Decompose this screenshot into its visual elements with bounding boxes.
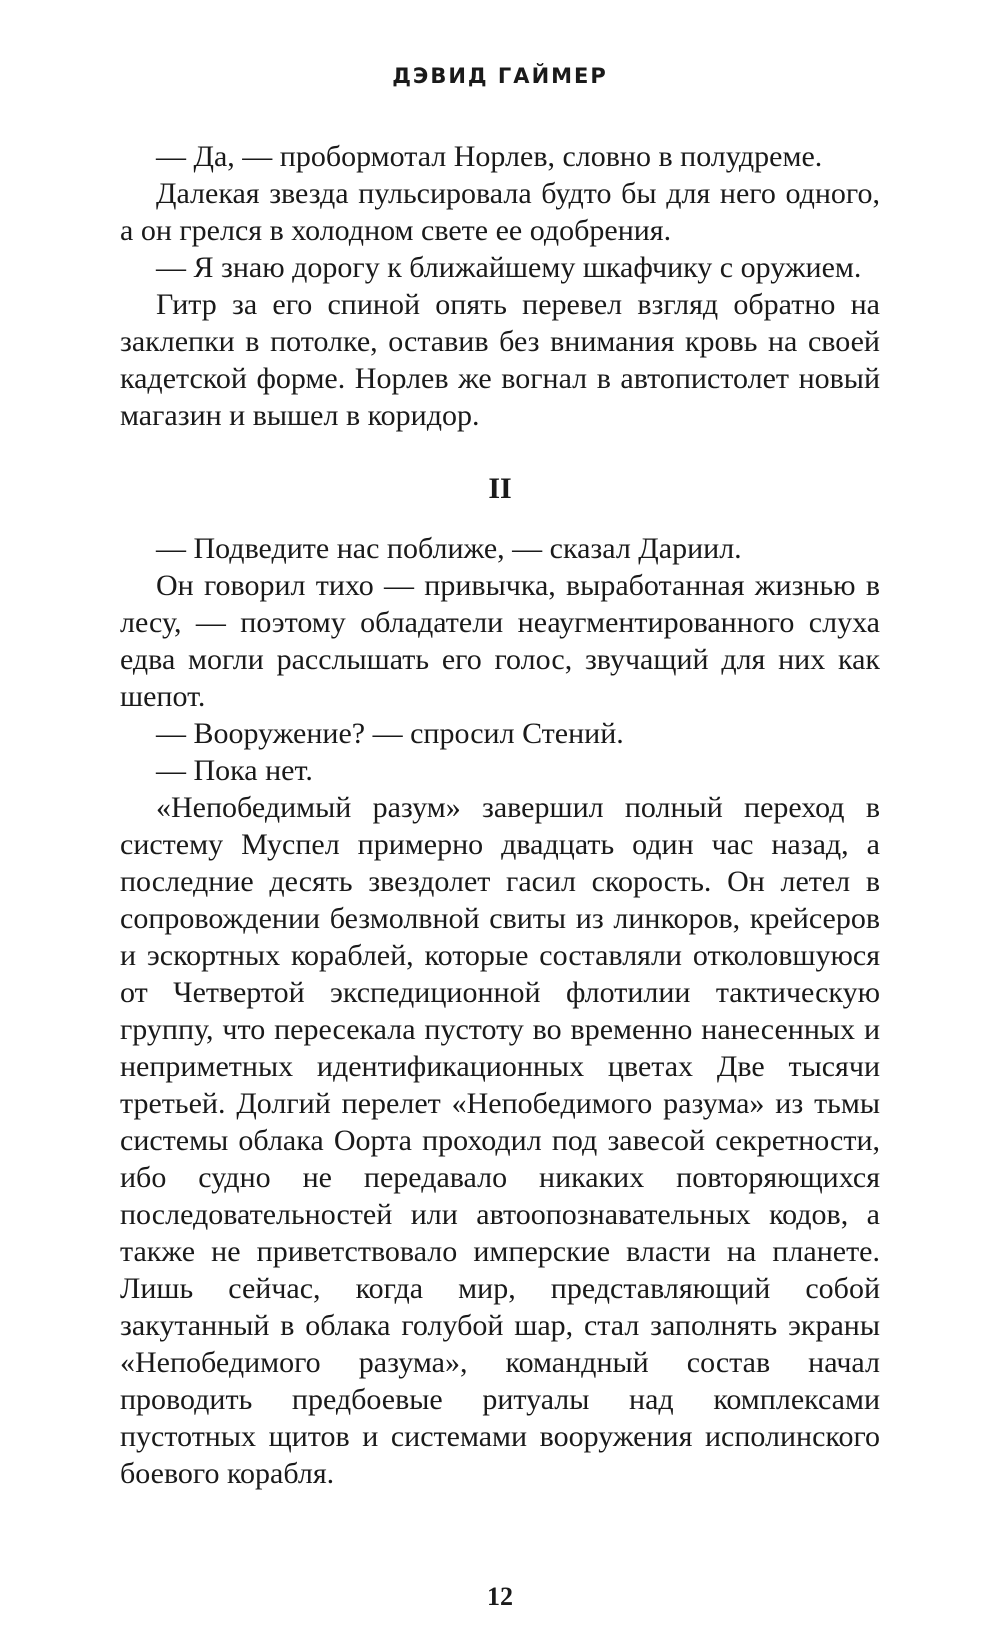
paragraph: — Подведите нас поближе, — сказал Дариил. <box>156 532 742 565</box>
paragraph: Далекая звезда пульсировала будто бы для него одного, а он грелся в холодном свете ее одобрения. <box>120 177 880 247</box>
section-one-text <box>120 138 880 434</box>
paragraph: «Непобедимый разум» завершил полный переход в систему Муспел примерно двадцать один час назад, а последние десять звездолет гасил скорость. Он летел в сопровождении безмолвной свиты из линкоров, крейсеров и эскортных кораблей, которые составляли отколовшуюся от Четвертой экспедиционной флотилии тактическую группу, что пересекала пустоту во временно нанесенных и неприметных идентификационных цветах Две тысячи третьей. Долгий перелет «Непобедимого разума» из тьмы системы облака Оорта проходил под завесой секретности, ибо судно не передавало никаких повторяющихся последовательностей или автоопознавательных кодов, а также не приветствовало имперские власти на планете. Лишь сейчас, когда мир, представляющий собой закутанный в облака голубой шар, стал заполнять экраны «Непобедимого разума», командный состав начал проводить предбоевые ритуалы над комплексами пустотных щитов и системами вооружения исполинского боевого корабля. <box>120 791 880 1490</box>
running-head: ДЭВИД ГАЙМЕР <box>392 64 608 88</box>
paragraph: — Пока нет. <box>156 754 313 787</box>
paragraph: — Да, — пробормотал Норлев, словно в полудреме. <box>156 140 823 173</box>
paragraph: — Я знаю дорогу к ближайшему шкафчику с оружием. <box>156 251 862 284</box>
page-number: 12 <box>487 1582 513 1611</box>
section-two-text <box>120 530 880 1492</box>
paragraph: Гитр за его спиной опять перевел взгляд обратно на заклепки в потолке, оставив без внимания кровь на своей кадетской форме. Норлев же вогнал в автопистолет новый магазин и вышел в коридор. <box>120 288 880 432</box>
section-heading: II <box>488 472 512 505</box>
paragraph: Он говорил тихо — привычка, выработанная жизнью в лесу, — поэтому обладатели неаугментированного слуха едва могли расслышать его голос, звучащий для них как шепот. <box>120 569 880 713</box>
paragraph: — Вооружение? — спросил Стений. <box>156 717 624 750</box>
